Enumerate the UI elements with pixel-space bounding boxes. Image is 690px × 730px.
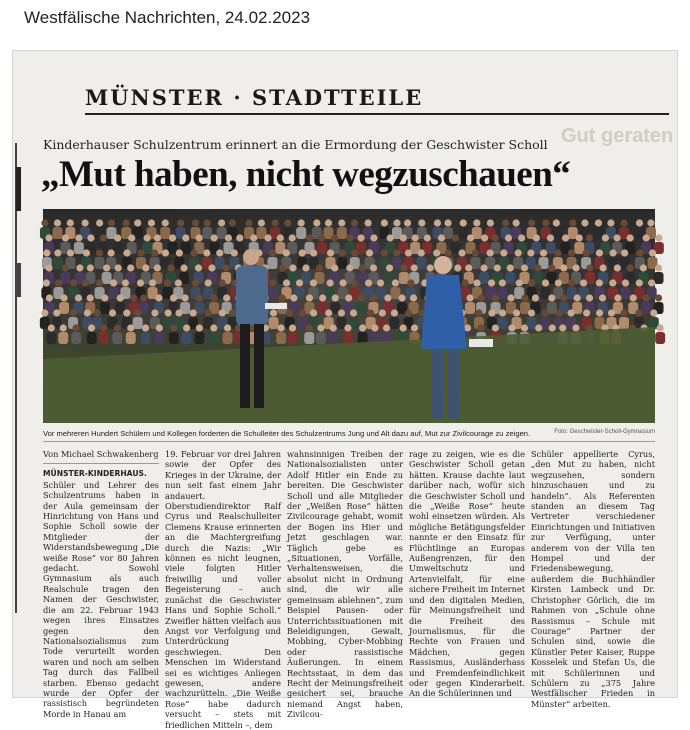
paragraph: wahnsinnigen Treiben der Nationalsozialisten unter Adolf Hitler ein Ende zu bereiten. Die Geschwister Scholl und alle Mitglieder der „Weißen Rose“ hätten Zivilcourage gehabt, womit der Bogen ins Hier und Jetzt geschlagen war. Täglich gebe es „Situationen, Vorfälle, Verhaltensweisen, die absolut nicht in Ordnung sind, die wir alle gemeinsam ablehnen“, zum Beispiel Pausen- oder Unterrichtssituationen mit Beleidigungen, Gewalt, Mobbing, Cyber-Mobbing oder rassistische Äußerungen. In einem Rechtsstaat, in dem das Recht der Meinungsfreiheit gesichert sei, brauche niemand Angst haben, Zivilcou- (287, 449, 403, 720)
source-label: Westfälische Nachrichten, 24.02.2023 (24, 8, 311, 27)
paragraph: Schüler appellierte Cyrus, „den Mut zu haben, nicht wegzusehen, sondern hinzuschauen und zu handeln“. Als Referenten standen an diesem Tag Vertreter verschiedener Einrichtungen und Initiativen zur Verfügung, unter anderem von der Villa ten Hompel und der Friedensbewegung, außerdem die Buchhändler Kirsten Lambeck und Dr. Christopher Görlich, die im Rahmen von „Schule ohne Rassismus – Schule mit Courage“ Partner der Schulen sind, sowie die Künstler Peter Kaiser, Ruppe Kosselek und Stefan Us, die mit Schülerinnen und Schülern zu „375 Jahre Westfälischer Frieden in Münster“ arbeiten. (531, 449, 655, 709)
article-headline: „Mut haben, nicht wegzuschauen“ (41, 154, 571, 195)
audience-crowd (40, 219, 665, 344)
paragraph: rage zu zeigen, wie es die Geschwister Scholl getan hätten. Krause dachte laut darüber nach, wofür sich die Geschwister Scholl und die „Weiße Rose“ heute wohl einsetzen würden. Als mögliche Betätigungsfelder nannte er den Einsatz für Flüchtlinge an Europas Außengrenzen, für den Umweltschutz und Artenvielfalt, für eine sichere Freiheit im Internet und den digitalen Medien, für Meinungsfreiheit und die Freiheit des Journalismus, für die Rechte von Frauen und Mädchen, gegen Rassismus, Ausländerhass und Fremdenfeindlichkeit oder gegen Kinderarbeit. An die Schülerinnen und (409, 449, 525, 699)
newspaper-clipping (12, 50, 678, 730)
article-kicker: Kinderhauser Schulzentrum erinnert an die Ermordung der Geschwister Scholl (43, 137, 548, 152)
article-column-1 (43, 449, 159, 719)
article-column-3 (287, 449, 403, 720)
photo-caption (43, 429, 655, 438)
article-photo (43, 209, 655, 423)
margin-mark (16, 263, 21, 297)
article-column-5 (531, 449, 655, 709)
margin-rule (15, 143, 17, 613)
section-header (85, 85, 669, 115)
paragraph: Schüler und Lehrer des Schulzentrums haben in der Aula gemeinsam der Hinrichtung von Hans und Sophie Scholl sowie der Mitglieder der Widerstandsbewegung „Die weiße Rose“ vor 80 Jahren gedacht. Sowohl Gymnasium als auch Realschule tragen den Namen der Geschwister, die am 22. Februar 1943 wegen ihres Einsatzes gegen den Nationalsozialismus zum Tode verurteilt worden waren und noch am selben Tag durch das Fallbeil starben. Ebenso gedacht wurde der Opfer der rassistisch begründeten Morde in Hanau am (43, 479, 159, 719)
crowd-photo-illustration (43, 209, 655, 423)
photo-caption-text: Vor mehreren Hundert Schülern und Kollegen forderten die Schulleiter des Schulzentrums Jung und Alt dazu auf, Mut zur Zivilcourage zu zeigen. (43, 429, 531, 438)
paragraph: 19. Februar vor drei Jahren sowie der Opfer des Krieges in der Ukraine, der nun seit fast einem Jahr andauert. Oberstudiendirektor Ralf Cyrus und Realschulleiter Clemens Krause erinnerten an die Machtergreifung durch die Nazis: „Wir können es nicht leugnen, viele folgten Hitler freiwillig und voller Begeisterung – auch zunächst die Geschwister Hans und Sophie Scholl.“ Zweifler hätten vielfach aus Angst vor Verfolgung und Unterdrückung geschwiegen. Den Menschen im Widerstand sei es wichtiges Anliegen gewesen, andere wachzurütteln. „Die Weiße Rose“ habe dadurch versucht – stets mit friedlichen Mitteln –, dem (165, 449, 281, 730)
margin-mark (16, 167, 21, 211)
bleed-through-text: Gut geraten (561, 125, 674, 147)
photo-credit: Foto: Geschwister-Scholl-Gymnasium (554, 429, 655, 435)
divider (43, 463, 159, 464)
article-column-2 (165, 449, 281, 730)
divider (43, 441, 655, 442)
dateline: MÜNSTER-KINDERHAUS. (43, 469, 147, 479)
column-text (43, 468, 159, 719)
article-column-4 (409, 449, 525, 699)
byline: Von Michael Schwakenberg (43, 449, 159, 459)
section-title: MÜNSTER · STADTTEILE (85, 85, 424, 110)
